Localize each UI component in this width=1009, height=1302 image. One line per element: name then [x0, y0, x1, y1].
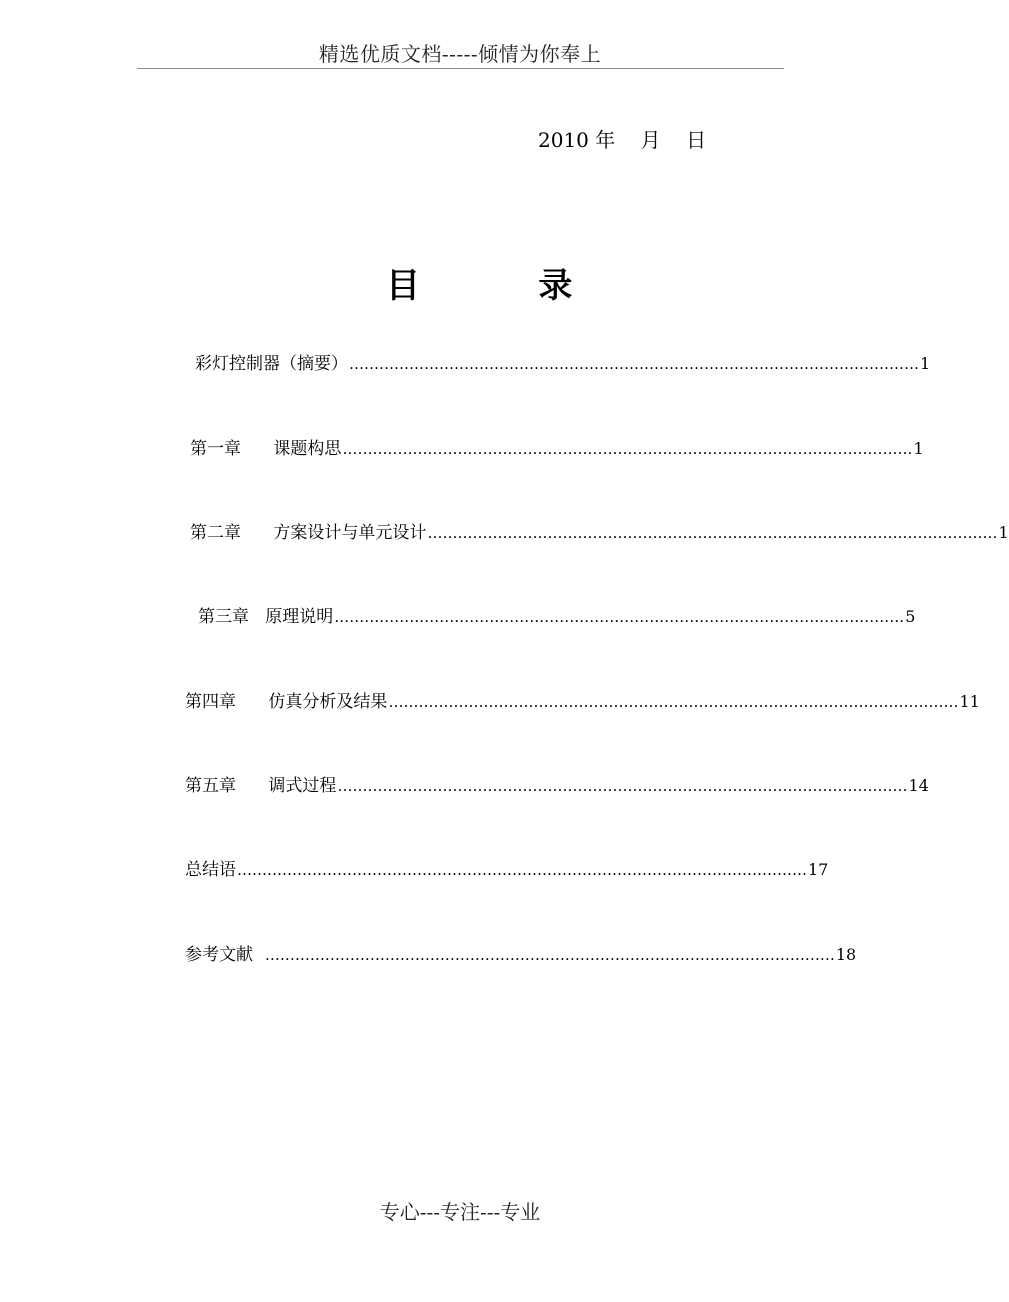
toc-entry-page: 17: [808, 860, 829, 879]
toc-entry-page: 1: [913, 439, 924, 458]
date-line: 2010 年 月 日: [538, 128, 707, 152]
toc-title: 目 录: [386, 266, 573, 306]
toc-leader-dots: ……………………………………………………………………………………………………: [427, 524, 998, 542]
toc-entry-page: 5: [905, 607, 916, 626]
toc-entry-label: 第五章 调式过程: [185, 776, 337, 796]
toc-entry-page: 18: [835, 945, 857, 964]
toc-entry-page: 1: [920, 354, 931, 373]
toc-entry-chapter-3[interactable]: [198, 605, 916, 629]
toc-entry-conclusion[interactable]: [185, 858, 829, 882]
toc-entry-label: 参考文献: [185, 945, 264, 965]
toc-leader-dots: ……………………………………………………………………………………………………: [237, 861, 807, 879]
toc-entry-label: 第二章 方案设计与单元设计: [190, 523, 427, 543]
toc-leader-dots: ……………………………………………………………………………………………………: [349, 355, 919, 373]
toc-leader-dots: ……………………………………………………………………………………………………: [334, 608, 905, 626]
toc-entry-page: 11: [959, 692, 980, 711]
toc-leader-dots: ……………………………………………………………………………………………………: [342, 440, 913, 458]
toc-entry-label: 彩灯控制器（摘要）: [195, 354, 348, 374]
toc-entry-chapter-4[interactable]: [185, 690, 980, 714]
toc-entry-abstract[interactable]: [195, 352, 931, 376]
toc-entry-label: 第四章 仿真分析及结果: [185, 692, 388, 712]
header-rule: [137, 68, 784, 69]
toc-entry-chapter-2[interactable]: [190, 521, 1009, 545]
toc-entry-label: 第一章 课题构思: [190, 439, 342, 459]
toc-entry-chapter-5[interactable]: [185, 774, 929, 798]
toc-entry-page: 1: [998, 523, 1009, 542]
toc-entry-label: 总结语: [185, 860, 236, 880]
page-footer: 专心---专注---专业: [379, 1200, 541, 1224]
toc-entry-page: 14: [908, 776, 929, 795]
toc-entry-label: 第三章 原理说明: [198, 607, 334, 627]
toc-leader-dots: ……………………………………………………………………………………………………: [388, 693, 959, 711]
toc-leader-dots: ……………………………………………………………………………………………………: [337, 777, 908, 795]
toc-entry-references[interactable]: [185, 943, 857, 967]
page-header: 精选优质文档-----倾情为你奉上: [318, 42, 602, 66]
toc-entry-chapter-1[interactable]: [190, 437, 924, 461]
toc-leader-dots: ……………………………………………………………………………………………………: [264, 946, 835, 964]
